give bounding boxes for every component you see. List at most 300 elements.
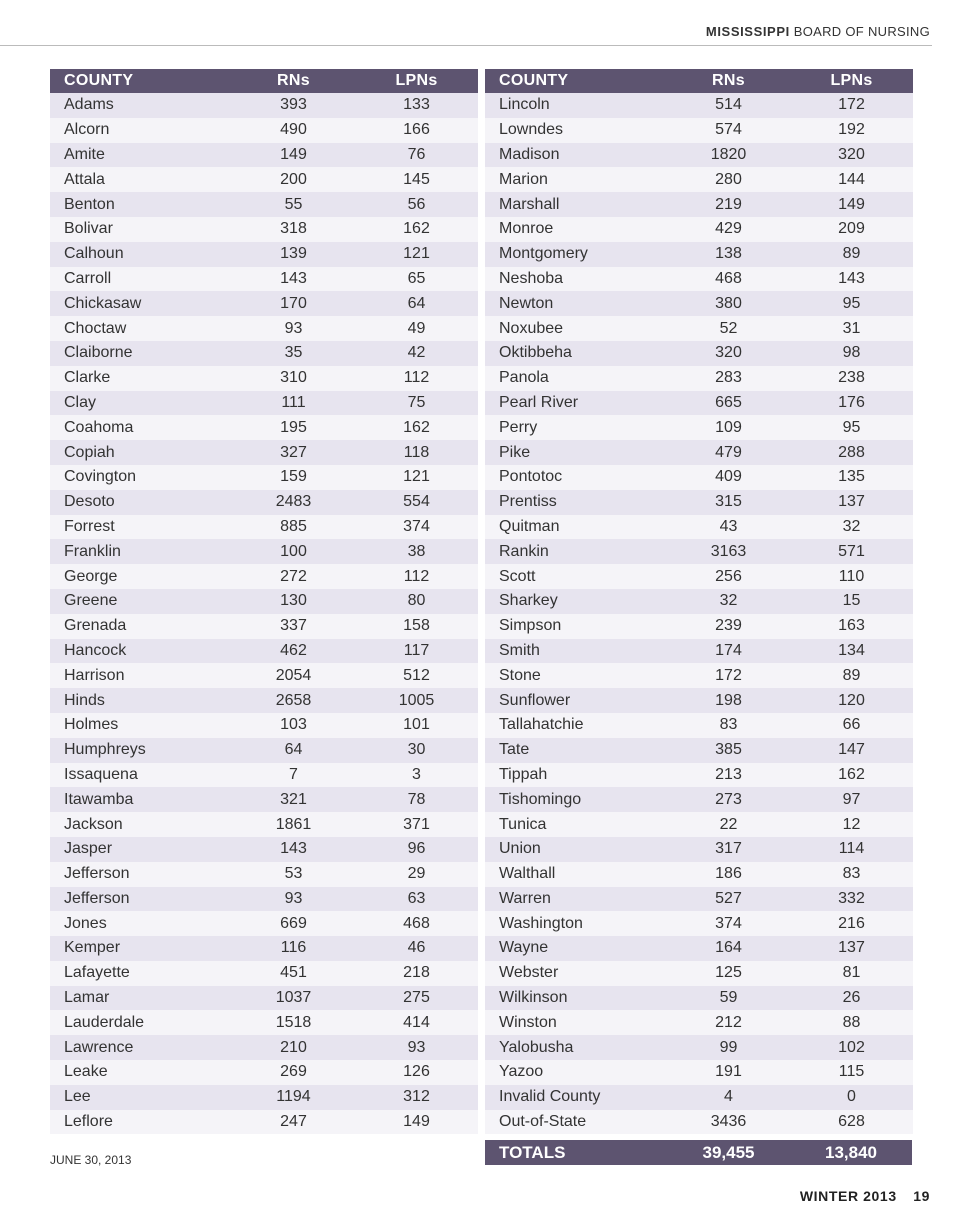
rn-count: 1820	[667, 143, 790, 168]
table-row	[50, 316, 478, 341]
lpn-count: 31	[790, 316, 913, 341]
table-row	[50, 887, 478, 912]
table-row	[50, 713, 478, 738]
column-header-lpns: LPNs	[355, 69, 478, 93]
lpn-count: 76	[355, 143, 478, 168]
lpn-count: 88	[790, 1010, 913, 1035]
table-row	[50, 1060, 478, 1085]
table-row	[485, 415, 913, 440]
page-footer	[800, 1188, 930, 1204]
publication-header	[706, 24, 930, 39]
rn-count: 212	[667, 1010, 790, 1035]
lpn-count: 83	[790, 862, 913, 887]
county-name: Jefferson	[50, 862, 232, 887]
table-body-right	[485, 93, 913, 1134]
county-name: Panola	[485, 366, 667, 391]
issue-label: WINTER 2013	[799, 1188, 897, 1204]
rn-count: 310	[232, 366, 355, 391]
county-name: Monroe	[485, 217, 667, 242]
county-name: Jefferson	[50, 887, 232, 912]
county-name: Yalobusha	[485, 1035, 667, 1060]
county-name: Jones	[50, 911, 232, 936]
lpn-count: 114	[790, 837, 913, 862]
lpn-count: 1005	[355, 688, 478, 713]
rn-count: 186	[667, 862, 790, 887]
table-row	[485, 490, 913, 515]
rn-count: 327	[232, 440, 355, 465]
county-name: Coahoma	[50, 415, 232, 440]
county-name: Warren	[485, 887, 667, 912]
table-row	[485, 391, 913, 416]
county-name: George	[50, 564, 232, 589]
rn-count: 100	[232, 539, 355, 564]
rn-count: 247	[232, 1110, 355, 1135]
table-row	[50, 192, 478, 217]
lpn-count: 628	[790, 1110, 913, 1135]
rn-count: 125	[667, 961, 790, 986]
table-row	[50, 267, 478, 292]
lpn-count: 126	[355, 1060, 478, 1085]
county-name: Union	[485, 837, 667, 862]
table-row	[50, 118, 478, 143]
totals-lpns: 13,840	[825, 1142, 877, 1162]
table-row	[485, 639, 913, 664]
rn-count: 109	[667, 415, 790, 440]
table-row	[50, 787, 478, 812]
lpn-count: 65	[355, 267, 478, 292]
table-row	[485, 787, 913, 812]
county-name: Harrison	[50, 663, 232, 688]
county-name: Pontotoc	[485, 465, 667, 490]
table-row	[50, 564, 478, 589]
lpn-count: 149	[790, 192, 913, 217]
lpn-count: 42	[355, 341, 478, 366]
lpn-count: 554	[355, 490, 478, 515]
rn-count: 1194	[232, 1085, 355, 1110]
lpn-count: 29	[355, 862, 478, 887]
table-row	[485, 515, 913, 540]
lpn-count: 49	[355, 316, 478, 341]
lpn-count: 110	[790, 564, 913, 589]
lpn-count: 30	[355, 738, 478, 763]
county-name: Out-of-State	[485, 1110, 667, 1135]
table-row	[485, 986, 913, 1011]
table-row	[485, 961, 913, 986]
rn-count: 174	[667, 639, 790, 664]
column-header-rns: RNs	[232, 69, 355, 93]
county-name: Grenada	[50, 614, 232, 639]
lpn-count: 96	[355, 837, 478, 862]
county-name: Greene	[50, 589, 232, 614]
rn-count: 337	[232, 614, 355, 639]
county-name: Itawamba	[50, 787, 232, 812]
table-row	[485, 316, 913, 341]
table-row	[485, 93, 913, 118]
rn-count: 4	[667, 1085, 790, 1110]
table-row	[485, 911, 913, 936]
table-row	[50, 539, 478, 564]
rn-count: 138	[667, 242, 790, 267]
rn-count: 3163	[667, 539, 790, 564]
lpn-count: 332	[790, 887, 913, 912]
county-name: Attala	[50, 167, 232, 192]
lpn-count: 134	[790, 639, 913, 664]
lpn-count: 95	[790, 291, 913, 316]
county-name: Perry	[485, 415, 667, 440]
column-header-lpns: LPNs	[790, 69, 913, 93]
table-row	[50, 688, 478, 713]
lpn-count: 176	[790, 391, 913, 416]
table-row	[50, 366, 478, 391]
county-name: Forrest	[50, 515, 232, 540]
rn-count: 239	[667, 614, 790, 639]
lpn-count: 97	[790, 787, 913, 812]
rn-count: 320	[667, 341, 790, 366]
rn-count: 374	[667, 911, 790, 936]
rn-count: 195	[232, 415, 355, 440]
rn-count: 280	[667, 167, 790, 192]
rn-count: 256	[667, 564, 790, 589]
county-name: Pearl River	[485, 391, 667, 416]
lpn-count: 571	[790, 539, 913, 564]
rn-count: 172	[667, 663, 790, 688]
rn-count: 273	[667, 787, 790, 812]
rn-count: 210	[232, 1035, 355, 1060]
table-row	[50, 812, 478, 837]
lpn-count: 162	[355, 217, 478, 242]
column-header-county: COUNTY	[50, 69, 232, 93]
lpn-count: 162	[790, 763, 913, 788]
table-header-row	[485, 69, 913, 93]
rn-count: 213	[667, 763, 790, 788]
lpn-count: 101	[355, 713, 478, 738]
table-row	[485, 341, 913, 366]
county-name: Lauderdale	[50, 1010, 232, 1035]
lpn-count: 275	[355, 986, 478, 1011]
table-row	[485, 366, 913, 391]
table-row	[485, 589, 913, 614]
table-row	[50, 589, 478, 614]
county-name: Rankin	[485, 539, 667, 564]
lpn-count: 414	[355, 1010, 478, 1035]
rn-count: 272	[232, 564, 355, 589]
lpn-count: 288	[790, 440, 913, 465]
lpn-count: 162	[355, 415, 478, 440]
rn-count: 321	[232, 787, 355, 812]
lpn-count: 218	[355, 961, 478, 986]
rn-count: 1037	[232, 986, 355, 1011]
lpn-count: 121	[355, 242, 478, 267]
lpn-count: 143	[790, 267, 913, 292]
county-name: Desoto	[50, 490, 232, 515]
county-name: Wayne	[485, 936, 667, 961]
table-row	[50, 143, 478, 168]
table-row	[50, 440, 478, 465]
county-name: Noxubee	[485, 316, 667, 341]
rn-count: 52	[667, 316, 790, 341]
county-name: Montgomery	[485, 242, 667, 267]
rn-count: 219	[667, 192, 790, 217]
table-row	[485, 1010, 913, 1035]
county-name: Claiborne	[50, 341, 232, 366]
table-row	[485, 143, 913, 168]
county-name: Adams	[50, 93, 232, 118]
lpn-count: 216	[790, 911, 913, 936]
lpn-count: 115	[790, 1060, 913, 1085]
rn-count: 99	[667, 1035, 790, 1060]
lpn-count: 80	[355, 589, 478, 614]
rn-count: 198	[667, 688, 790, 713]
table-row	[485, 936, 913, 961]
table-row	[50, 961, 478, 986]
county-name: Walthall	[485, 862, 667, 887]
lpn-count: 46	[355, 936, 478, 961]
county-name: Choctaw	[50, 316, 232, 341]
table-row	[50, 1010, 478, 1035]
rn-count: 93	[232, 316, 355, 341]
county-name: Marion	[485, 167, 667, 192]
lpn-count: 63	[355, 887, 478, 912]
rn-count: 64	[232, 738, 355, 763]
date-note: JUNE 30, 2013	[50, 1153, 132, 1167]
table-row	[485, 167, 913, 192]
county-name: Alcorn	[50, 118, 232, 143]
county-name: Kemper	[50, 936, 232, 961]
lpn-count: 158	[355, 614, 478, 639]
county-name: Clarke	[50, 366, 232, 391]
lpn-count: 12	[790, 812, 913, 837]
table-row	[485, 663, 913, 688]
rn-count: 1518	[232, 1010, 355, 1035]
lpn-count: 312	[355, 1085, 478, 1110]
rn-count: 514	[667, 93, 790, 118]
lpn-count: 137	[790, 936, 913, 961]
rn-count: 43	[667, 515, 790, 540]
rn-count: 143	[232, 837, 355, 862]
lpn-count: 512	[355, 663, 478, 688]
county-name: Jackson	[50, 812, 232, 837]
lpn-count: 32	[790, 515, 913, 540]
table-row	[485, 1110, 913, 1135]
lpn-count: 93	[355, 1035, 478, 1060]
county-name: Stone	[485, 663, 667, 688]
header-divider	[0, 45, 932, 46]
rn-count: 139	[232, 242, 355, 267]
county-name: Carroll	[50, 267, 232, 292]
table-row	[485, 837, 913, 862]
table-header-row	[50, 69, 478, 93]
rn-count: 380	[667, 291, 790, 316]
column-header-rns: RNs	[667, 69, 790, 93]
rn-count: 22	[667, 812, 790, 837]
rn-count: 409	[667, 465, 790, 490]
rn-count: 159	[232, 465, 355, 490]
table-row	[485, 267, 913, 292]
table-row	[485, 192, 913, 217]
table-row	[485, 763, 913, 788]
table-row	[50, 391, 478, 416]
county-name: Lawrence	[50, 1035, 232, 1060]
table-row	[485, 738, 913, 763]
lpn-count: 144	[790, 167, 913, 192]
rn-count: 116	[232, 936, 355, 961]
county-name: Invalid County	[485, 1085, 667, 1110]
table-row	[485, 465, 913, 490]
county-name: Lee	[50, 1085, 232, 1110]
county-name: Quitman	[485, 515, 667, 540]
county-name: Copiah	[50, 440, 232, 465]
lpn-count: 133	[355, 93, 478, 118]
lpn-count: 75	[355, 391, 478, 416]
rn-count: 451	[232, 961, 355, 986]
rn-count: 111	[232, 391, 355, 416]
rn-count: 2483	[232, 490, 355, 515]
rn-count: 55	[232, 192, 355, 217]
rn-count: 149	[232, 143, 355, 168]
lpn-count: 374	[355, 515, 478, 540]
rn-count: 385	[667, 738, 790, 763]
page-number: 19	[913, 1188, 930, 1204]
table-row	[50, 415, 478, 440]
totals-row	[485, 1140, 912, 1165]
table-row	[485, 217, 913, 242]
rn-count: 3436	[667, 1110, 790, 1135]
lpn-count: 137	[790, 490, 913, 515]
lpn-count: 64	[355, 291, 478, 316]
table-row	[50, 1085, 478, 1110]
table-row	[50, 490, 478, 515]
table-row	[50, 93, 478, 118]
table-row	[50, 1035, 478, 1060]
county-table-left	[50, 69, 478, 1134]
county-name: Covington	[50, 465, 232, 490]
table-row	[50, 936, 478, 961]
rn-count: 2658	[232, 688, 355, 713]
lpn-count: 118	[355, 440, 478, 465]
lpn-count: 149	[355, 1110, 478, 1135]
county-table-right	[485, 69, 913, 1134]
table-row	[50, 763, 478, 788]
county-name: Sharkey	[485, 589, 667, 614]
lpn-count: 0	[790, 1085, 913, 1110]
county-name: Winston	[485, 1010, 667, 1035]
table-row	[50, 167, 478, 192]
rn-count: 269	[232, 1060, 355, 1085]
lpn-count: 172	[790, 93, 913, 118]
county-name: Humphreys	[50, 738, 232, 763]
table-row	[485, 1085, 913, 1110]
county-name: Lincoln	[485, 93, 667, 118]
lpn-count: 120	[790, 688, 913, 713]
county-name: Smith	[485, 639, 667, 664]
org-name-rest: BOARD OF NURSING	[793, 24, 930, 39]
rn-count: 130	[232, 589, 355, 614]
county-name: Washington	[485, 911, 667, 936]
rn-count: 170	[232, 291, 355, 316]
rn-count: 7	[232, 763, 355, 788]
lpn-count: 15	[790, 589, 913, 614]
lpn-count: 56	[355, 192, 478, 217]
lpn-count: 163	[790, 614, 913, 639]
lpn-count: 26	[790, 986, 913, 1011]
table-row	[485, 1060, 913, 1085]
lpn-count: 66	[790, 713, 913, 738]
table-row	[50, 911, 478, 936]
county-name: Holmes	[50, 713, 232, 738]
county-name: Clay	[50, 391, 232, 416]
county-name: Yazoo	[485, 1060, 667, 1085]
county-name: Issaquena	[50, 763, 232, 788]
lpn-count: 468	[355, 911, 478, 936]
table-row	[50, 217, 478, 242]
lpn-count: 209	[790, 217, 913, 242]
rn-count: 574	[667, 118, 790, 143]
lpn-count: 192	[790, 118, 913, 143]
lpn-count: 320	[790, 143, 913, 168]
county-name: Scott	[485, 564, 667, 589]
totals-label: TOTALS	[499, 1142, 566, 1162]
county-name: Tunica	[485, 812, 667, 837]
rn-count: 527	[667, 887, 790, 912]
table-row	[485, 812, 913, 837]
org-name-bold: MISSISSIPPI	[705, 24, 790, 39]
rn-count: 103	[232, 713, 355, 738]
rn-count: 143	[232, 267, 355, 292]
county-name: Simpson	[485, 614, 667, 639]
table-row	[50, 663, 478, 688]
lpn-count: 98	[790, 341, 913, 366]
rn-count: 490	[232, 118, 355, 143]
county-name: Benton	[50, 192, 232, 217]
rn-count: 479	[667, 440, 790, 465]
rn-count: 468	[667, 267, 790, 292]
lpn-count: 371	[355, 812, 478, 837]
rn-count: 315	[667, 490, 790, 515]
lpn-count: 38	[355, 539, 478, 564]
table-row	[485, 440, 913, 465]
table-row	[485, 713, 913, 738]
lpn-count: 135	[790, 465, 913, 490]
table-row	[485, 862, 913, 887]
lpn-count: 81	[790, 961, 913, 986]
rn-count: 83	[667, 713, 790, 738]
rn-count: 200	[232, 167, 355, 192]
county-name: Leflore	[50, 1110, 232, 1135]
county-name: Lafayette	[50, 961, 232, 986]
table-row	[50, 242, 478, 267]
table-row	[50, 986, 478, 1011]
county-name: Bolivar	[50, 217, 232, 242]
lpn-count: 78	[355, 787, 478, 812]
county-name: Tishomingo	[485, 787, 667, 812]
county-name: Tate	[485, 738, 667, 763]
rn-count: 317	[667, 837, 790, 862]
rn-count: 429	[667, 217, 790, 242]
county-name: Jasper	[50, 837, 232, 862]
county-name: Webster	[485, 961, 667, 986]
rn-count: 885	[232, 515, 355, 540]
rn-count: 32	[667, 589, 790, 614]
table-row	[50, 1110, 478, 1135]
table-row	[485, 688, 913, 713]
table-row	[485, 614, 913, 639]
county-name: Franklin	[50, 539, 232, 564]
lpn-count: 112	[355, 564, 478, 589]
table-row	[50, 614, 478, 639]
rn-count: 669	[232, 911, 355, 936]
county-name: Neshoba	[485, 267, 667, 292]
county-name: Hancock	[50, 639, 232, 664]
